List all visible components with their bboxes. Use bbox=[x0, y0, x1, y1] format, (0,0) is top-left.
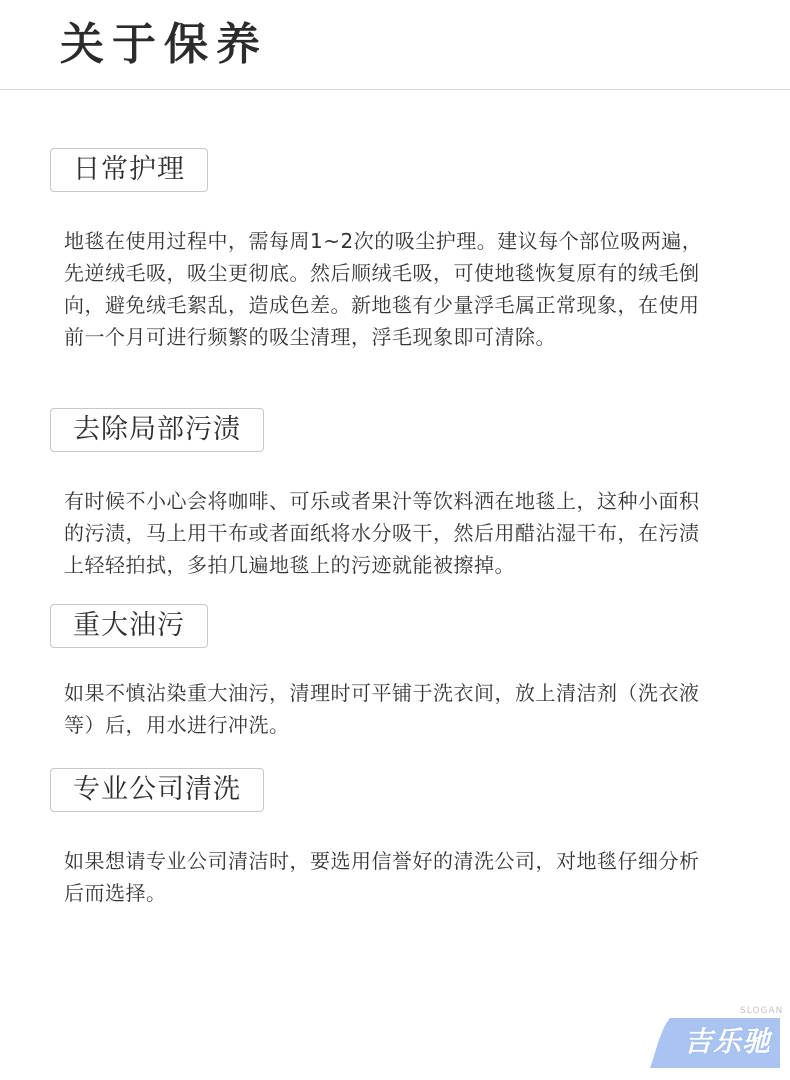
section-label-stain-removal: 去除局部污渍 bbox=[50, 408, 264, 452]
page-title: 关于保养 bbox=[60, 19, 268, 70]
section-body-professional-cleaning: 如果想请专业公司清洁时，要选用信誉好的清洗公司，对地毯仔细分析后而选择。 bbox=[64, 849, 700, 905]
logo-slogan: SLOGAN bbox=[740, 1006, 784, 1016]
section-body-heavy-oil: 如果不慎沾染重大油污，清理时可平铺于洗衣间，放上清洁剂（洗衣液等）后，用水进行冲洗。 bbox=[64, 681, 700, 737]
logo-text: 吉乐驰 bbox=[684, 1025, 772, 1058]
section-body-stain-removal: 有时候不小心会将咖啡、可乐或者果汁等饮料洒在地毯上，这种小面积的污渍，马上用干布或者面纸将水分吸干，然后用醋沾湿干布，在污渍上轻轻拍拭，多拍几遍地毯上的污迹就能被擦掉。 bbox=[64, 489, 700, 577]
page-header bbox=[0, 0, 790, 90]
section-body-daily-care: 地毯在使用过程中，需每周1~2次的吸尘护理。建议每个部位吸两遍，先逆绒毛吸，吸尘更彻底。然后顺绒毛吸，可使地毯恢复原有的绒毛倒向，避免绒毛絮乱，造成色差。新地毯有少量浮毛属正常现象，在使用前一个月可进行频繁的吸尘清理，浮毛现象即可清除。 bbox=[64, 229, 703, 349]
section-label-professional-cleaning: 专业公司清洗 bbox=[50, 768, 264, 812]
section-label-heavy-oil: 重大油污 bbox=[50, 604, 208, 648]
section-label-daily-care: 日常护理 bbox=[50, 148, 208, 192]
brand-logo bbox=[648, 1006, 784, 1066]
